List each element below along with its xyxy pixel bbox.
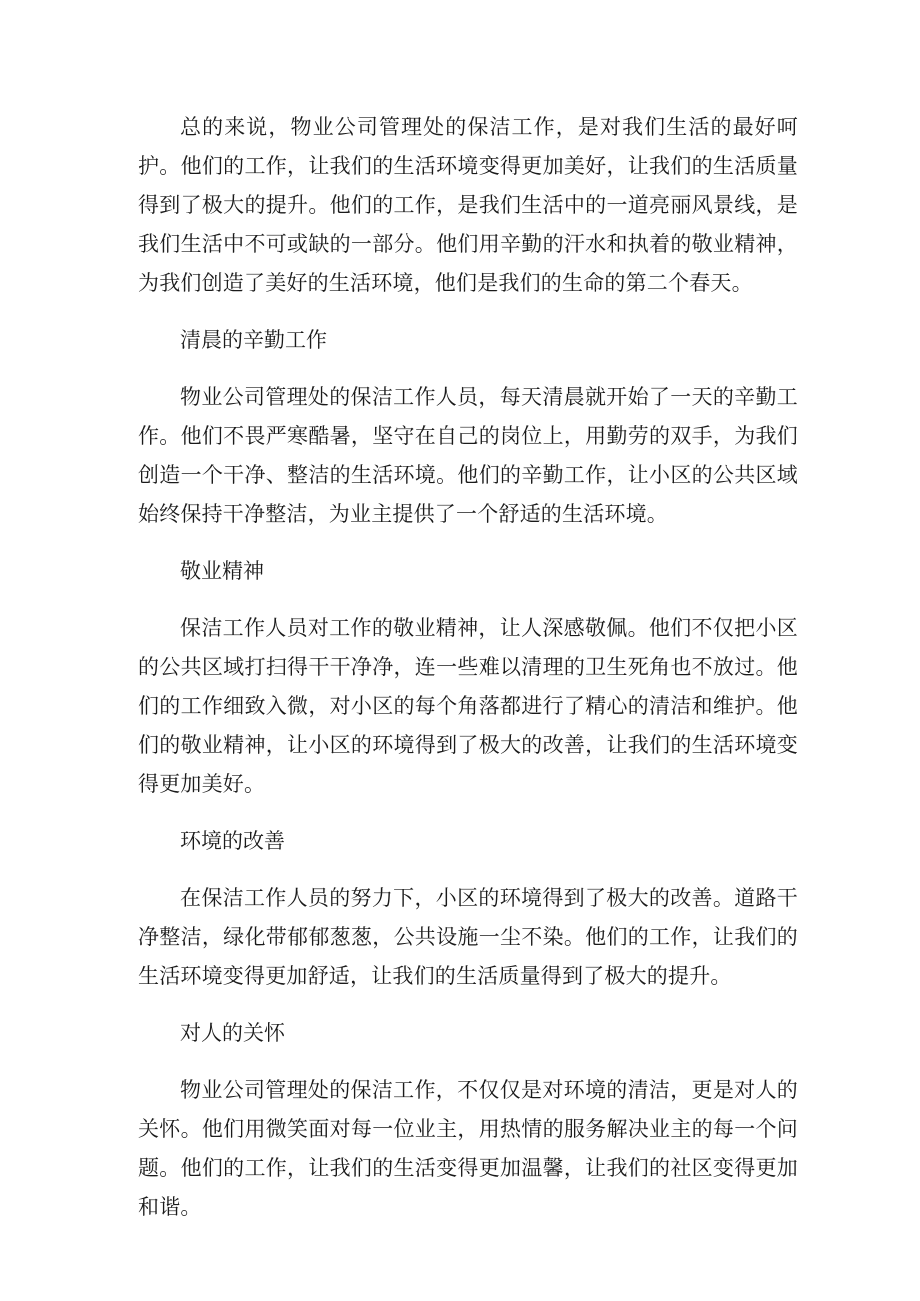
section-heading-environment: 环境的改善: [180, 829, 285, 853]
section-body-environment: 在保洁工作人员的努力下，小区的环境得到了极大的改善。道路干净整洁，绿化带郁郁葱葱，公共设施一尘不染。他们的工作，让我们的生活环境变得更加舒适，让我们的生活质量得到了极大的提升。: [138, 886, 798, 988]
section-body-care: 物业公司管理处的保洁工作，不仅仅是对环境的清洁，更是对人的关怀。他们用微笑面对每一位业主，用热情的服务解决业主的每一个问题。他们的工作，让我们的生活变得更加温馨，让我们的社区变得更加和谐。: [138, 1078, 798, 1219]
section-body-dedication: 保洁工作人员对工作的敬业精神，让人深感敬佩。他们不仅把小区的公共区域打扫得干干净净，连一些难以清理的卫生死角也不放过。他们的工作细致入微，对小区的每个角落都进行了精心的清洁和维护。他们的敬业精神，让小区的环境得到了极大的改善，让我们的生活环境变得更加美好。: [138, 616, 798, 796]
document-page: [138, 108, 798, 1245]
section-heading-morning-work: 清晨的辛勤工作: [180, 328, 327, 352]
intro-paragraph: 总的来说，物业公司管理处的保洁工作，是对我们生活的最好呵护。他们的工作，让我们的生活环境变得更加美好，让我们的生活质量得到了极大的提升。他们的工作，是我们生活中的一道亮丽风景线，是我们生活中不可或缺的一部分。他们用辛勤的汗水和执着的敬业精神，为我们创造了美好的生活环境，他们是我们的生命的第二个春天。: [138, 115, 798, 295]
section-heading-care: 对人的关怀: [180, 1021, 285, 1045]
section-body-morning-work: 物业公司管理处的保洁工作人员，每天清晨就开始了一天的辛勤工作。他们不畏严寒酷暑，坚守在自己的岗位上，用勤劳的双手，为我们创造一个干净、整洁的生活环境。他们的辛勤工作，让小区的公共区域始终保持干净整洁，为业主提供了一个舒适的生活环境。: [138, 385, 798, 526]
section-heading-dedication: 敬业精神: [180, 559, 264, 583]
